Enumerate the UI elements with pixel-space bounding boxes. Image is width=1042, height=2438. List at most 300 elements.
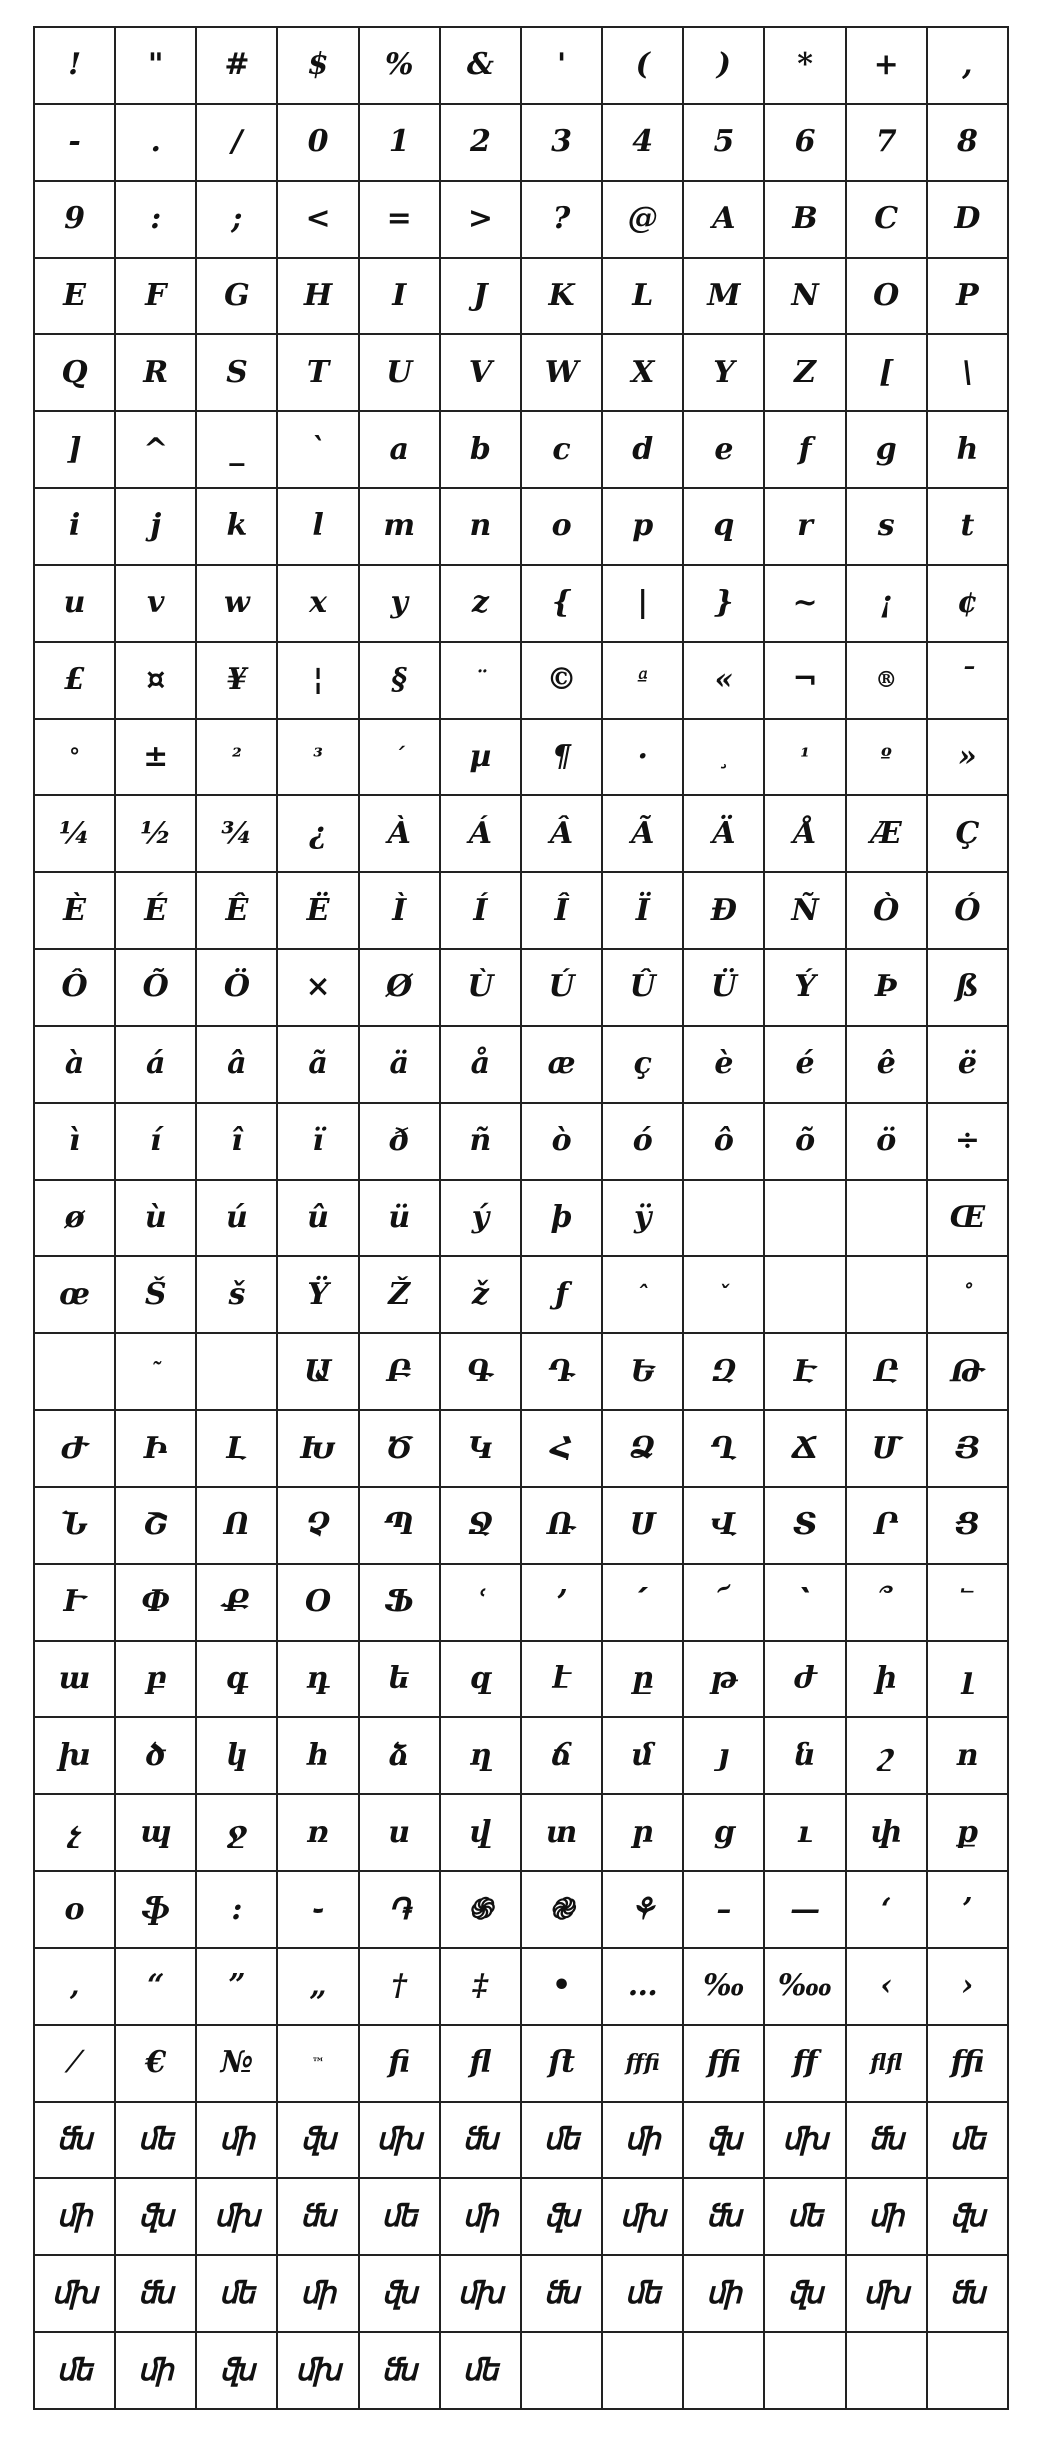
- glyph-cell: >: [441, 182, 522, 259]
- glyph-cell: ‹: [847, 1949, 928, 2026]
- glyph-cell: ﬓ: [441, 2103, 522, 2180]
- glyph-cell: Ž: [360, 1257, 441, 1334]
- glyph-cell: 1: [360, 105, 441, 182]
- glyph-cell: Û: [603, 950, 684, 1027]
- glyph-cell: ä: [360, 1027, 441, 1104]
- glyph-cell: օ: [35, 1872, 116, 1949]
- glyph-cell: w: [197, 566, 278, 643]
- glyph-cell: Ֆ: [360, 1565, 441, 1642]
- glyph-cell: ﬖ: [684, 2103, 765, 2180]
- glyph-cell: ©: [522, 643, 603, 720]
- glyph-cell: ¢: [928, 566, 1009, 643]
- glyph-cell: D: [928, 182, 1009, 259]
- glyph-cell: №: [197, 2026, 278, 2103]
- glyph-cell: ﬔ: [360, 2179, 441, 2256]
- glyph-cell: 0: [278, 105, 359, 182]
- glyph-cell: Հ: [522, 1411, 603, 1488]
- glyph-cell: Ú: [522, 950, 603, 1027]
- glyph-cell: ﬕ: [441, 2179, 522, 2256]
- glyph-cell: ս: [360, 1795, 441, 1872]
- glyph-cell: ﬓ: [684, 2179, 765, 2256]
- glyph-cell: r: [765, 489, 846, 566]
- glyph-cell: Q: [35, 335, 116, 412]
- glyph-cell: Դ: [522, 1334, 603, 1411]
- glyph-cell: ﬖ: [116, 2179, 197, 2256]
- glyph-cell: t: [928, 489, 1009, 566]
- glyph-cell: ՟: [928, 1565, 1009, 1642]
- glyph-cell: b: [441, 412, 522, 489]
- glyph-cell: `: [278, 412, 359, 489]
- glyph-cell: þ: [522, 1181, 603, 1258]
- glyph-cell: ﬓ: [847, 2103, 928, 2180]
- glyph-cell: Ó: [928, 873, 1009, 950]
- glyph-cell: ‰: [684, 1949, 765, 2026]
- glyph-cell: …: [603, 1949, 684, 2026]
- glyph-cell: ]: [35, 412, 116, 489]
- glyph-cell: á: [116, 1027, 197, 1104]
- glyph-cell: ﬂﬂ: [847, 2026, 928, 2103]
- glyph-cell: ‡: [441, 1949, 522, 2026]
- glyph-cell: պ: [116, 1795, 197, 1872]
- glyph-cell: լ: [928, 1642, 1009, 1719]
- glyph-cell: †: [360, 1949, 441, 2026]
- glyph-cell: 4: [603, 105, 684, 182]
- glyph-cell: զ: [441, 1642, 522, 1719]
- glyph-cell: ﬖ: [360, 2256, 441, 2333]
- glyph-cell: Չ: [278, 1488, 359, 1565]
- glyph-cell: Š: [116, 1257, 197, 1334]
- glyph-cell: Ù: [441, 950, 522, 1027]
- glyph-cell: ¿: [278, 796, 359, 873]
- glyph-cell: }: [684, 566, 765, 643]
- glyph-cell: v: [116, 566, 197, 643]
- glyph-cell: ò: [522, 1104, 603, 1181]
- glyph-cell: #: [197, 28, 278, 105]
- glyph-cell: տ: [522, 1795, 603, 1872]
- glyph-cell: ¶: [522, 720, 603, 797]
- glyph-cell: å: [441, 1027, 522, 1104]
- glyph-cell: Ե: [603, 1334, 684, 1411]
- glyph-cell: Ը: [847, 1334, 928, 1411]
- glyph-cell: ֎: [522, 1872, 603, 1949]
- glyph-cell: [684, 2333, 765, 2410]
- glyph-cell: ﬔ: [765, 2179, 846, 2256]
- glyph-cell: ª: [603, 643, 684, 720]
- glyph-cell: ﬗ: [603, 2179, 684, 2256]
- glyph-cell: â: [197, 1027, 278, 1104]
- glyph-cell: z: [441, 566, 522, 643]
- glyph-cell: ﬓ: [35, 2103, 116, 2180]
- glyph-cell: \: [928, 335, 1009, 412]
- glyph-cell: ՛: [603, 1565, 684, 1642]
- glyph-cell: ó: [603, 1104, 684, 1181]
- glyph-cell: Ÿ: [278, 1257, 359, 1334]
- glyph-cell: B: [765, 182, 846, 259]
- glyph-cell: .: [116, 105, 197, 182]
- glyph-cell: Ë: [278, 873, 359, 950]
- glyph-cell: ˇ: [684, 1257, 765, 1334]
- glyph-cell: %: [360, 28, 441, 105]
- glyph-cell: Ժ: [35, 1411, 116, 1488]
- glyph-cell: ը: [603, 1642, 684, 1719]
- glyph-cell: e: [684, 412, 765, 489]
- glyph-cell: ﬔ: [928, 2103, 1009, 2180]
- glyph-cell: Ç: [928, 796, 1009, 873]
- glyph-cell: ﬔ: [522, 2103, 603, 2180]
- glyph-cell: Լ: [197, 1411, 278, 1488]
- glyph-cell: գ: [197, 1642, 278, 1719]
- glyph-cell: ®: [847, 643, 928, 720]
- glyph-cell: ¡: [847, 566, 928, 643]
- glyph-cell: F: [116, 259, 197, 336]
- glyph-cell: Á: [441, 796, 522, 873]
- glyph-cell: X: [603, 335, 684, 412]
- glyph-cell: բ: [116, 1642, 197, 1719]
- glyph-cell: æ: [522, 1027, 603, 1104]
- glyph-cell: <: [278, 182, 359, 259]
- glyph-cell: K: [522, 259, 603, 336]
- glyph-cell: ž: [441, 1257, 522, 1334]
- glyph-cell: ժ: [765, 1642, 846, 1719]
- glyph-cell: Մ: [847, 1411, 928, 1488]
- glyph-cell: Ի: [116, 1411, 197, 1488]
- glyph-cell: ւ: [765, 1795, 846, 1872]
- glyph-cell: շ: [847, 1718, 928, 1795]
- glyph-cell: ý: [441, 1181, 522, 1258]
- glyph-cell: í: [116, 1104, 197, 1181]
- glyph-cell: Ո: [197, 1488, 278, 1565]
- glyph-cell: Ð: [684, 873, 765, 950]
- glyph-cell: õ: [765, 1104, 846, 1181]
- glyph-cell: R: [116, 335, 197, 412]
- glyph-cell: N: [765, 259, 846, 336]
- glyph-cell: ï: [278, 1104, 359, 1181]
- glyph-cell: q: [684, 489, 765, 566]
- glyph-cell: ﬗ: [765, 2103, 846, 2180]
- glyph-cell: [765, 1257, 846, 1334]
- glyph-cell: (: [603, 28, 684, 105]
- glyph-cell: L: [603, 259, 684, 336]
- glyph-cell: ֍: [441, 1872, 522, 1949]
- glyph-cell: հ: [278, 1718, 359, 1795]
- glyph-cell: —: [765, 1872, 846, 1949]
- glyph-cell: Ü: [684, 950, 765, 1027]
- glyph-cell: Ք: [197, 1565, 278, 1642]
- glyph-cell: ﬗ: [360, 2103, 441, 2180]
- glyph-cell: U: [360, 335, 441, 412]
- glyph-cell: ⁄: [35, 2026, 116, 2103]
- glyph-cell: ç: [603, 1027, 684, 1104]
- glyph-cell: º: [847, 720, 928, 797]
- glyph-cell: Շ: [116, 1488, 197, 1565]
- glyph-cell: [847, 1181, 928, 1258]
- glyph-cell: O: [847, 259, 928, 336]
- glyph-cell: ´: [360, 720, 441, 797]
- glyph-cell: ﬕ: [847, 2179, 928, 2256]
- glyph-cell: É: [116, 873, 197, 950]
- glyph-cell: =: [360, 182, 441, 259]
- glyph-cell: ø: [35, 1181, 116, 1258]
- glyph-cell: ñ: [441, 1104, 522, 1181]
- glyph-cell: ﬂ: [441, 2026, 522, 2103]
- glyph-cell: J: [441, 259, 522, 336]
- glyph-cell: Ճ: [765, 1411, 846, 1488]
- glyph-cell: ր: [603, 1795, 684, 1872]
- glyph-cell: ×: [278, 950, 359, 1027]
- glyph-cell: ¥: [197, 643, 278, 720]
- glyph-cell: €: [116, 2026, 197, 2103]
- glyph-cell: j: [116, 489, 197, 566]
- glyph-cell: _: [197, 412, 278, 489]
- glyph-cell: Թ: [928, 1334, 1009, 1411]
- glyph-cell: ^: [116, 412, 197, 489]
- glyph-cell: d: [603, 412, 684, 489]
- glyph-cell: ա: [35, 1642, 116, 1719]
- glyph-cell: ծ: [116, 1718, 197, 1795]
- glyph-cell: ‚: [35, 1949, 116, 2026]
- glyph-cell: ﬓ: [278, 2179, 359, 2256]
- glyph-cell: &: [441, 28, 522, 105]
- glyph-cell: ”: [197, 1949, 278, 2026]
- glyph-cell: @: [603, 182, 684, 259]
- glyph-cell: o: [522, 489, 603, 566]
- glyph-cell: ': [522, 28, 603, 105]
- glyph-cell: Ա: [278, 1334, 359, 1411]
- glyph-cell: ﬕ: [278, 2256, 359, 2333]
- glyph-cell: ﬀﬁ: [603, 2026, 684, 2103]
- glyph-cell: ﬗ: [278, 2333, 359, 2410]
- glyph-cell: ՚: [522, 1565, 603, 1642]
- glyph-cell: Ê: [197, 873, 278, 950]
- glyph-cell: ˚: [928, 1257, 1009, 1334]
- glyph-cell: “: [116, 1949, 197, 2026]
- glyph-cell: Þ: [847, 950, 928, 1027]
- glyph-cell: V: [441, 335, 522, 412]
- glyph-cell: Ä: [684, 796, 765, 873]
- glyph-cell: !: [35, 28, 116, 105]
- glyph-cell: ÿ: [603, 1181, 684, 1258]
- glyph-cell: +: [847, 28, 928, 105]
- glyph-cell: ˜: [116, 1334, 197, 1411]
- glyph-cell: y: [360, 566, 441, 643]
- glyph-cell: n: [441, 489, 522, 566]
- glyph-cell: š: [197, 1257, 278, 1334]
- glyph-cell: c: [522, 412, 603, 489]
- glyph-cell: ¾: [197, 796, 278, 873]
- glyph-cell: µ: [441, 720, 522, 797]
- glyph-cell: |: [603, 566, 684, 643]
- glyph-cell: m: [360, 489, 441, 566]
- glyph-cell: է: [522, 1642, 603, 1719]
- glyph-cell: Ý: [765, 950, 846, 1027]
- glyph-cell: ﬕ: [603, 2103, 684, 2180]
- glyph-cell: Ï: [603, 873, 684, 950]
- glyph-cell: Õ: [116, 950, 197, 1027]
- glyph-cell: Ղ: [684, 1411, 765, 1488]
- glyph-cell: մ: [603, 1718, 684, 1795]
- glyph-cell: ¤: [116, 643, 197, 720]
- glyph-cell: M: [684, 259, 765, 336]
- glyph-cell: Â: [522, 796, 603, 873]
- glyph-cell: ì: [35, 1104, 116, 1181]
- glyph-cell: H: [278, 259, 359, 336]
- glyph-cell: ¸: [684, 720, 765, 797]
- glyph-cell: ›: [928, 1949, 1009, 2026]
- glyph-cell: ﬖ: [928, 2179, 1009, 2256]
- glyph-cell: ~: [765, 566, 846, 643]
- glyph-cell: 9: [35, 182, 116, 259]
- glyph-cell: ,: [928, 28, 1009, 105]
- glyph-cell: Í: [441, 873, 522, 950]
- glyph-cell: G: [197, 259, 278, 336]
- glyph-cell: s: [847, 489, 928, 566]
- glyph-cell: T: [278, 335, 359, 412]
- glyph-cell: „: [278, 1949, 359, 2026]
- glyph-cell: S: [197, 335, 278, 412]
- glyph-cell: ձ: [360, 1718, 441, 1795]
- glyph-cell: 6: [765, 105, 846, 182]
- glyph-cell: ;: [197, 182, 278, 259]
- glyph-cell: 5: [684, 105, 765, 182]
- glyph-cell: Ս: [603, 1488, 684, 1565]
- glyph-cell: Ւ: [35, 1565, 116, 1642]
- glyph-cell: Ձ: [603, 1411, 684, 1488]
- glyph-cell: ն: [765, 1718, 846, 1795]
- glyph-cell: ֆ: [116, 1872, 197, 1949]
- glyph-cell: ú: [197, 1181, 278, 1258]
- glyph-cell: դ: [278, 1642, 359, 1719]
- glyph-cell: ﬖ: [522, 2179, 603, 2256]
- glyph-cell: [765, 2333, 846, 2410]
- glyph-cell: ց: [684, 1795, 765, 1872]
- glyph-cell: ±: [116, 720, 197, 797]
- glyph-cell: ռ: [278, 1795, 359, 1872]
- glyph-cell: Æ: [847, 796, 928, 873]
- glyph-cell: ﬃ: [684, 2026, 765, 2103]
- glyph-cell: ղ: [441, 1718, 522, 1795]
- glyph-cell: ֊: [278, 1872, 359, 1949]
- glyph-cell: [765, 1181, 846, 1258]
- glyph-cell: à: [35, 1027, 116, 1104]
- glyph-cell: [: [847, 335, 928, 412]
- glyph-cell: ™: [278, 2026, 359, 2103]
- glyph-cell: û: [278, 1181, 359, 1258]
- glyph-cell: ﬖ: [765, 2256, 846, 2333]
- glyph-cell: ՝: [765, 1565, 846, 1642]
- glyph-cell: խ: [35, 1718, 116, 1795]
- glyph-cell: ֏: [360, 1872, 441, 1949]
- glyph-cell: -: [35, 105, 116, 182]
- glyph-cell: ¬: [765, 643, 846, 720]
- glyph-cell: ö: [847, 1104, 928, 1181]
- glyph-cell: 7: [847, 105, 928, 182]
- glyph-cell: k: [197, 489, 278, 566]
- glyph-cell: 2: [441, 105, 522, 182]
- glyph-cell: ﬀ: [765, 2026, 846, 2103]
- glyph-cell: թ: [684, 1642, 765, 1719]
- glyph-grid: [33, 26, 1009, 2410]
- glyph-cell: :: [116, 182, 197, 259]
- glyph-cell: Ø: [360, 950, 441, 1027]
- glyph-cell: Ն: [35, 1488, 116, 1565]
- glyph-cell: ջ: [197, 1795, 278, 1872]
- glyph-cell: ¼: [35, 796, 116, 873]
- glyph-cell: ﬕ: [116, 2333, 197, 2410]
- glyph-cell: ·: [603, 720, 684, 797]
- glyph-cell: [35, 1334, 116, 1411]
- glyph-cell: 8: [928, 105, 1009, 182]
- glyph-cell: ﬕ: [197, 2103, 278, 2180]
- glyph-cell: ˆ: [603, 1257, 684, 1334]
- glyph-cell: î: [197, 1104, 278, 1181]
- glyph-cell: Ծ: [360, 1411, 441, 1488]
- glyph-cell: ê: [847, 1027, 928, 1104]
- glyph-cell: ՜: [684, 1565, 765, 1642]
- glyph-cell: [928, 2333, 1009, 2410]
- glyph-cell: ã: [278, 1027, 359, 1104]
- glyph-cell: ﬔ: [441, 2333, 522, 2410]
- glyph-cell: C: [847, 182, 928, 259]
- glyph-cell: [522, 2333, 603, 2410]
- glyph-cell: {: [522, 566, 603, 643]
- glyph-cell: ﬁ: [360, 2026, 441, 2103]
- glyph-cell: ⚘: [603, 1872, 684, 1949]
- glyph-cell: կ: [197, 1718, 278, 1795]
- glyph-cell: /: [197, 105, 278, 182]
- glyph-cell: [847, 2333, 928, 2410]
- glyph-cell: A: [684, 182, 765, 259]
- glyph-cell: [603, 2333, 684, 2410]
- glyph-cell: Տ: [765, 1488, 846, 1565]
- glyph-cell: g: [847, 412, 928, 489]
- glyph-cell: ¦: [278, 643, 359, 720]
- glyph-cell: I: [360, 259, 441, 336]
- glyph-cell: Œ: [928, 1181, 1009, 1258]
- glyph-cell: ﬓ: [522, 2256, 603, 2333]
- glyph-cell: ﬓ: [360, 2333, 441, 2410]
- glyph-cell: ü: [360, 1181, 441, 1258]
- glyph-cell: Յ: [928, 1411, 1009, 1488]
- glyph-cell: ÷: [928, 1104, 1009, 1181]
- glyph-cell: W: [522, 335, 603, 412]
- glyph-cell: ﬔ: [116, 2103, 197, 2180]
- glyph-cell: Ò: [847, 873, 928, 950]
- glyph-cell: À: [360, 796, 441, 873]
- glyph-cell: Ռ: [522, 1488, 603, 1565]
- glyph-cell: ): [684, 28, 765, 105]
- glyph-cell: Ր: [847, 1488, 928, 1565]
- glyph-cell: Խ: [278, 1411, 359, 1488]
- glyph-cell: ﬔ: [197, 2256, 278, 2333]
- glyph-cell: ß: [928, 950, 1009, 1027]
- glyph-cell: չ: [35, 1795, 116, 1872]
- glyph-cell: ﬗ: [441, 2256, 522, 2333]
- glyph-cell: ƒ: [522, 1257, 603, 1334]
- glyph-cell: Օ: [278, 1565, 359, 1642]
- glyph-cell: Ô: [35, 950, 116, 1027]
- glyph-cell: ﬓ: [116, 2256, 197, 2333]
- glyph-cell: Է: [765, 1334, 846, 1411]
- glyph-cell: Վ: [684, 1488, 765, 1565]
- glyph-cell: «: [684, 643, 765, 720]
- glyph-cell: u: [35, 566, 116, 643]
- glyph-cell: [197, 1334, 278, 1411]
- glyph-cell: ճ: [522, 1718, 603, 1795]
- glyph-cell: փ: [847, 1795, 928, 1872]
- glyph-cell: Ã: [603, 796, 684, 873]
- glyph-cell: Z: [765, 335, 846, 412]
- glyph-cell: £: [35, 643, 116, 720]
